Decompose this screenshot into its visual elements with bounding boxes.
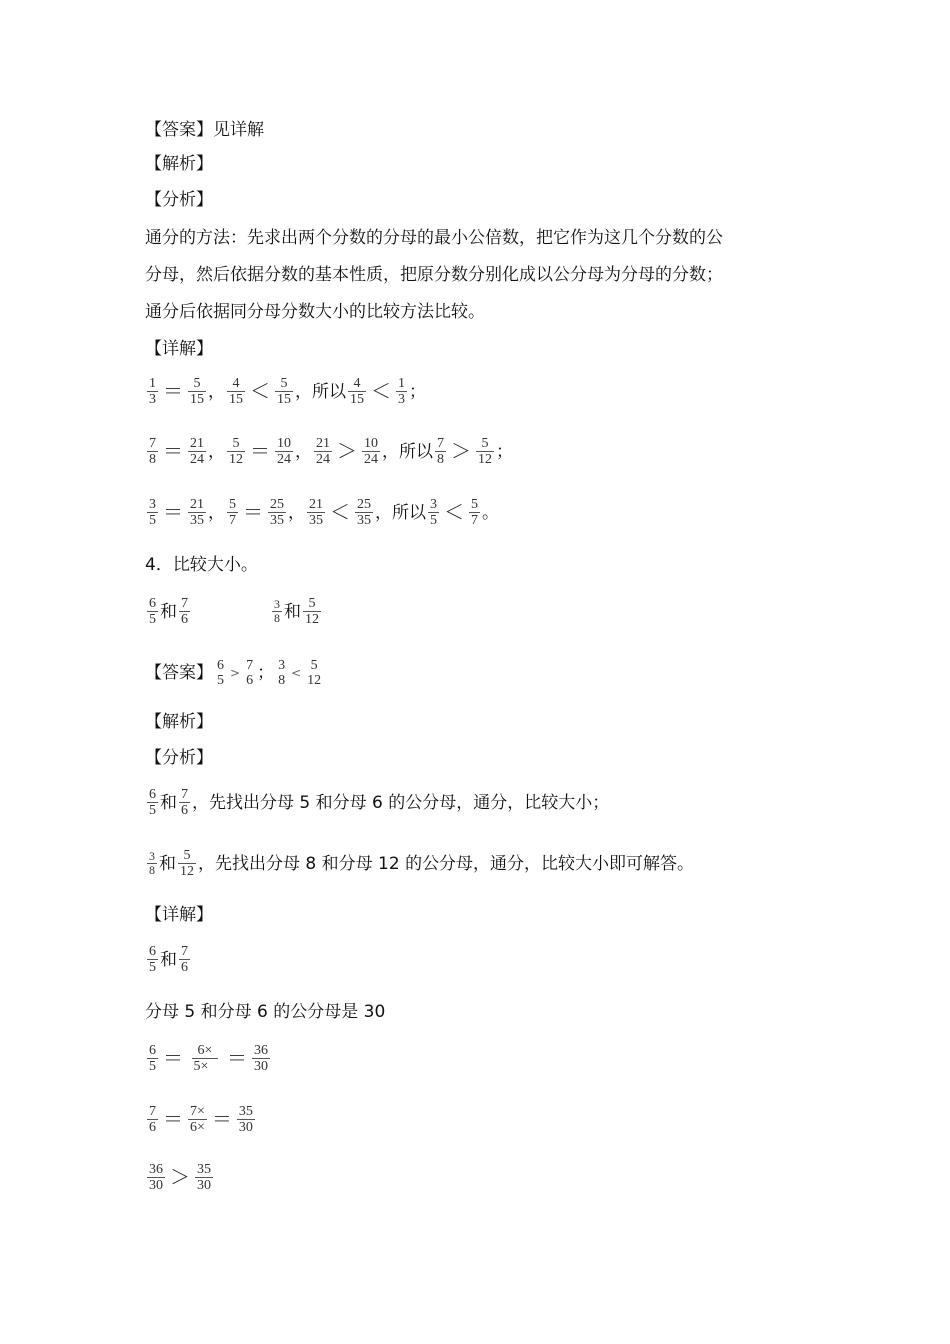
- q4-analysis-line-1: $\frac{6}{5}$ 和 $\frac{7}{6}$ ，先找出分母 5 和分母 6 的公分母，通分，比较大小；: [149, 787, 610, 818]
- fraction: $\frac{5}{15}$: [190, 376, 204, 407]
- fraction: $\frac{36}{30}$: [254, 1043, 268, 1074]
- q4-analysis-heading: 【解析】: [145, 712, 213, 732]
- fraction: $\frac{5}{12}$: [180, 848, 194, 879]
- fraction: $\frac{25}{35}$: [357, 497, 371, 528]
- fraction: $\frac{6}{5}$: [149, 596, 156, 627]
- fraction: $\frac{7}{8}$: [437, 436, 444, 467]
- fraction: $\frac{3}{5}$: [430, 497, 437, 528]
- fraction: $\frac{5}{7}$: [229, 497, 236, 528]
- question-4-items: $\frac{6}{5}$ 和 $\frac{7}{6}$ $\frac{3}{8}$ 和 $\frac{5}{12}$: [149, 596, 319, 627]
- fraction: $\frac{25}{35}$: [270, 497, 284, 528]
- fraction: $\frac{21}{35}$: [190, 497, 204, 528]
- fraction: $\frac{7}{6}$: [181, 596, 188, 627]
- q4-detail-heading: 【详解】: [145, 905, 213, 925]
- fraction: $\frac{3}{8}$: [274, 597, 280, 625]
- fraction: $\frac{21}{24}$: [316, 436, 330, 467]
- fraction: 3 8: [278, 658, 286, 688]
- fraction: $\frac{3}{5}$: [149, 497, 156, 528]
- fraction: $\frac{10}{24}$: [364, 436, 378, 467]
- fraction: $\frac{3}{8}$: [149, 849, 155, 877]
- q4-fenxi-heading: 【分析】: [145, 748, 213, 768]
- final-comparison: $\frac{36}{30}$ ＞ $\frac{35}{30}$: [149, 1162, 211, 1193]
- equation-row-1: $\frac{1}{3}$ ＝ $\frac{5}{15}$ ， $\frac{4}{15}$ ＜ $\frac{5}{15}$ ，所以 $\frac{4}{15}$ ＜ $\frac{1}{3}$ ；: [149, 376, 426, 407]
- fraction: $\frac{5}{7}$: [471, 497, 478, 528]
- fraction: $\frac{5}{12}$: [305, 596, 319, 627]
- fraction: $\frac{6}{5}$: [149, 787, 156, 818]
- fraction: $\frac{5}{15}$: [277, 376, 291, 407]
- q4-detail-pair: $\frac{6}{5}$ 和 $\frac{7}{6}$: [149, 944, 188, 975]
- conversion-row-2: $\frac{7}{6}$ ＝ $\frac{7\times}{6\times}$ ＝ $\frac{35}{30}$: [149, 1104, 253, 1135]
- equation-row-3: $\frac{3}{5}$ ＝ $\frac{21}{35}$ ， $\frac{5}{7}$ ＝ $\frac{25}{35}$ ， $\frac{21}{35}$ ＜ $\frac{25}{35}$ ，所以 $\frac{3}{5}$ ＜ $\frac{5}{7}$ 。: [149, 497, 499, 528]
- fraction: $\frac{7\times}{6\times}$: [190, 1104, 205, 1135]
- detail-heading: 【详解】: [145, 339, 213, 359]
- question-4-title: 4．比较大小。: [145, 555, 258, 575]
- fraction: $\frac{7}{6}$: [181, 944, 188, 975]
- fraction: $\frac{36}{30}$: [149, 1162, 163, 1193]
- fraction: $\frac{5}{12}$: [478, 436, 492, 467]
- q4-analysis-line-2: $\frac{3}{8}$ 和 $\frac{5}{12}$ ，先找出分母 8 和分母 12 的公分母，通分，比较大小即可解答。: [149, 848, 695, 879]
- analysis-heading: 【解析】: [145, 154, 213, 174]
- fraction: 6 5: [217, 658, 224, 688]
- fraction: $\frac{5}{12}$: [229, 436, 243, 467]
- fraction: $\frac{10}{24}$: [277, 436, 291, 467]
- fraction: 7 6: [246, 658, 254, 688]
- fraction: $\frac{35}{30}$: [238, 1104, 253, 1135]
- fraction: $\frac{7}{8}$: [149, 436, 156, 467]
- answer-line: 【答案】见详解: [145, 120, 264, 140]
- fraction: $\frac{6}{5}$: [149, 944, 156, 975]
- fraction: $\frac{35}{30}$: [197, 1162, 211, 1193]
- fraction: $\frac{1}{3}$: [149, 376, 156, 407]
- fraction: $\frac{6}{5}$: [149, 1043, 156, 1074]
- conversion-row-1: $\frac{6}{5}$ ＝ $\frac{6\times}{5\times}$ ＝ $\frac{36}{30}$: [149, 1043, 268, 1074]
- fraction: $\frac{4}{15}$: [350, 376, 364, 407]
- fraction: $\frac{7}{6}$: [181, 787, 188, 818]
- fraction: $\frac{4}{15}$: [229, 376, 243, 407]
- lcm-statement: 分母 5 和分母 6 的公分母是 30: [145, 1002, 386, 1022]
- method-paragraph-line2: 分母，然后依据分数的基本性质，把原分数分别化成以公分母为分母的分数；: [145, 265, 723, 285]
- fraction: $\frac{21}{35}$: [309, 497, 323, 528]
- method-paragraph-line1: 通分的方法：先求出两个分数的分母的最小公倍数，把它作为这几个分数的公: [145, 228, 723, 248]
- equation-row-2: $\frac{7}{8}$ ＝ $\frac{21}{24}$ ， $\frac{5}{12}$ ＝ $\frac{10}{24}$ ， $\frac{21}{24}$ ＞ $\frac{10}{24}$ ，所以 $\frac{7}{8}$ ＞ $\frac{5}{12}$ ；: [149, 436, 513, 467]
- fraction: $\frac{6\times}{5\times}$: [188, 1043, 222, 1074]
- fraction: 5 12: [307, 658, 322, 688]
- method-paragraph-line3: 通分后依据同分母分数大小的比较方法比较。: [145, 302, 485, 322]
- fenxi-heading: 【分析】: [145, 190, 213, 210]
- question-4-answer: 【答案】 6 5 > 7 6 ； 3 8 < 5 12: [145, 658, 322, 688]
- fraction: $\frac{7}{6}$: [149, 1104, 156, 1135]
- fraction: $\frac{21}{24}$: [190, 436, 204, 467]
- fraction: $\frac{1}{3}$: [398, 376, 405, 407]
